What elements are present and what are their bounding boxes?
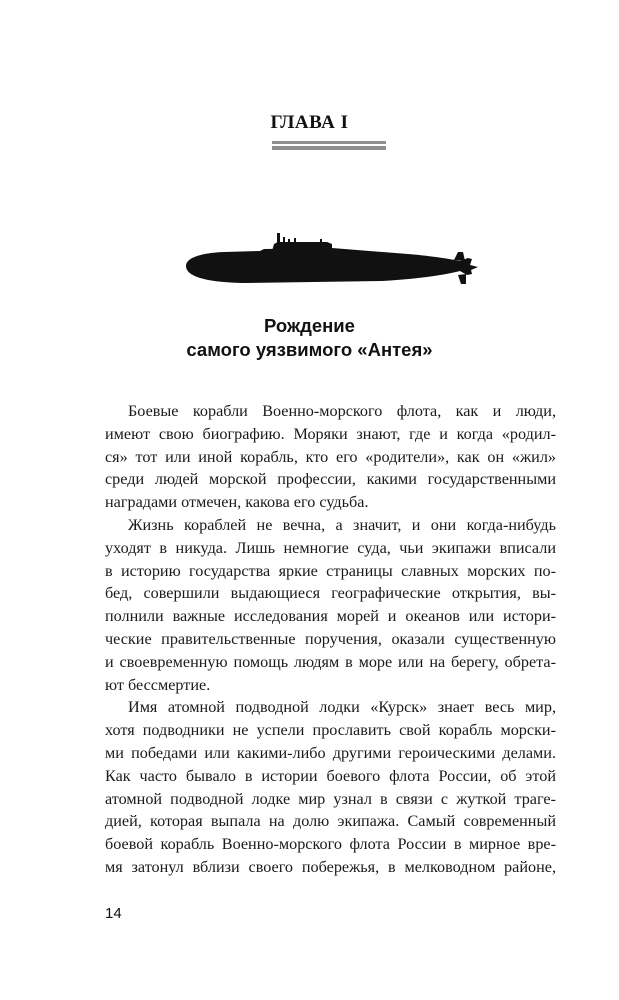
text-line: боевой корабль Военно-морского флота России в мирное вре- xyxy=(105,835,556,854)
text-line: в историю государства яркие страницы славных морских по- xyxy=(105,561,556,580)
chapter-title-line: самого уязвимого «Антея» xyxy=(186,339,433,360)
text-line: дией, которая выпала на долю экипажа. Самый современный xyxy=(105,812,556,831)
submarine-icon xyxy=(182,230,482,292)
text-line: имеют свою биографию. Моряки знают, где и когда «родил- xyxy=(105,424,556,443)
chapter-title xyxy=(0,314,619,362)
chapter-title-line: Рождение xyxy=(264,315,355,336)
text-line: уходят в никуда. Лишь немногие суда, чьи экипажи вписали xyxy=(105,538,556,557)
paragraph xyxy=(105,400,556,514)
text-line: Как часто бывало в истории боевого флота России, об этой xyxy=(105,766,556,785)
text-line: бед, совершили выдающиеся географические открытия, вы- xyxy=(105,584,556,603)
text-line: мя затонул вблизи своего побережья, в мелководном районе, xyxy=(105,857,556,876)
text-line: наградами отмечен, какова его судьба. xyxy=(105,493,369,512)
text-line: Жизнь кораблей не вечна, а значит, и они когда-нибудь xyxy=(128,515,556,534)
text-line: ют бессмертие. xyxy=(105,675,211,694)
text-line: атомной подводной лодке мир узнал в связи с жуткой траге- xyxy=(105,789,556,808)
text-line: ми победами или какими-либо другими героическими делами. xyxy=(105,743,556,762)
body-text xyxy=(105,400,556,879)
text-line: хотя подводники не успели прославить свой корабль морски- xyxy=(105,721,556,740)
text-line: Имя атомной подводной лодки «Курск» знает весь мир, xyxy=(128,698,556,717)
text-line: ческие правительственные поручения, оказали существенную xyxy=(105,629,556,648)
text-line: среди людей морской профессии, какими государственными xyxy=(105,470,556,489)
text-line: ся» тот или иной корабль, кто его «родители», как он «жил» xyxy=(105,447,556,466)
chapter-label: ГЛАВА I xyxy=(270,112,349,133)
page-number: 14 xyxy=(105,905,122,922)
paragraph xyxy=(105,514,556,696)
paragraph xyxy=(105,696,556,878)
chapter-divider xyxy=(272,141,386,150)
text-line: и своевременную помощь людям в море или на берегу, обрета- xyxy=(105,652,556,671)
text-line: Боевые корабли Военно-морского флота, как и люди, xyxy=(128,402,556,420)
text-line: полнили важные исследования морей и океанов или истори- xyxy=(105,607,556,626)
